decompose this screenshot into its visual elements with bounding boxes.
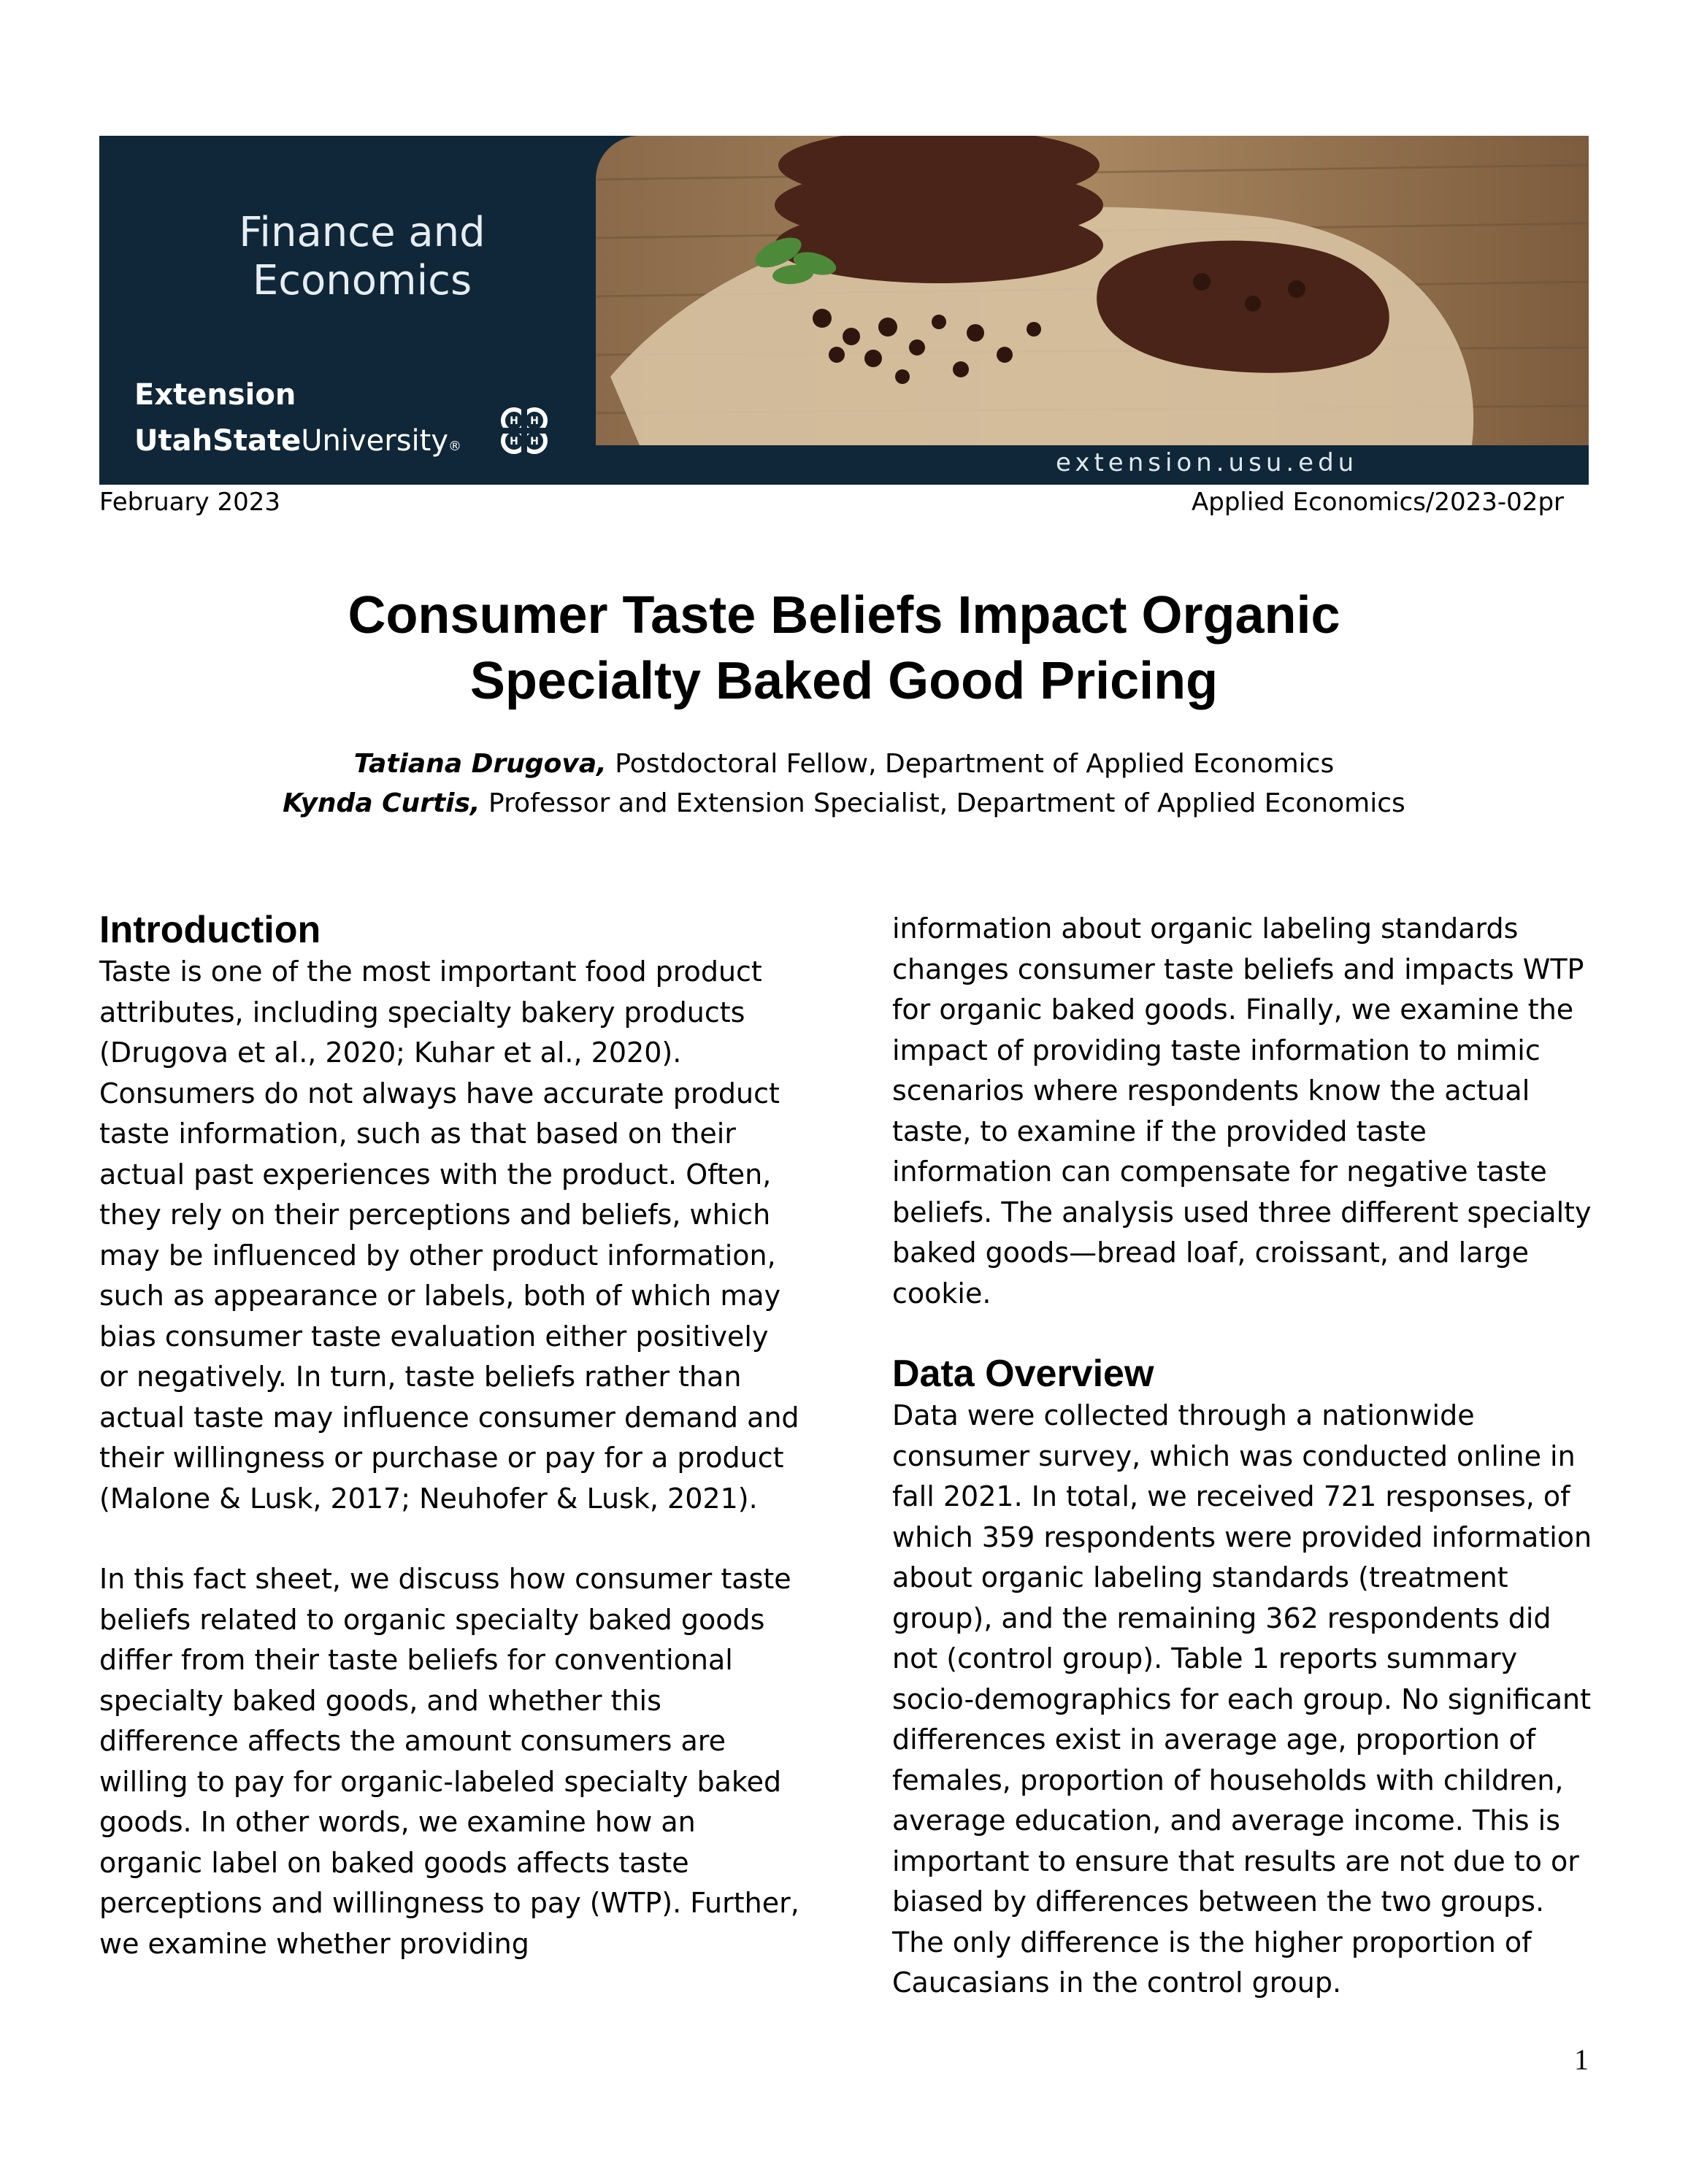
- continued-paragraph: information about organic labeling standards changes consumer taste beliefs and impacts WTP for organic baked goods. Finally, we examine the impact of providing taste information to mimic scenarios where respondents know the actual taste, to examine if the provided taste information can compensate for negative taste beliefs. The analysis used three different specialty baked goods—bread loaf, croissant, and large cookie.: [892, 912, 1592, 1310]
- author-line-2: [99, 788, 1589, 818]
- title-line-1: Consumer Taste Beliefs Impact Organic: [348, 586, 1340, 645]
- extension-url[interactable]: extension.usu.edu: [1056, 448, 1359, 477]
- banner-title-line-2: Economics: [252, 257, 472, 304]
- header-banner: [99, 136, 1589, 485]
- svg-text:H: H: [510, 415, 518, 427]
- svg-text:H: H: [530, 436, 539, 447]
- svg-text:H: H: [530, 415, 539, 427]
- four-h-clover-icon: [495, 401, 553, 460]
- extension-label: Extension: [134, 378, 296, 412]
- page-number: 1: [1574, 2043, 1589, 2076]
- banner-title-line-1: Finance and: [239, 209, 486, 256]
- cookie-photo: [596, 136, 1589, 445]
- usu-logo-mark: ®: [448, 439, 462, 454]
- author-role-2: Professor and Extension Specialist, Department of Applied Economics: [480, 788, 1405, 818]
- intro-paragraph-2: In this fact sheet, we discuss how consumer taste beliefs related to organic specialty baked goods differ from their taste beliefs for conventional specialty baked goods, and whether this difference affects the amount consumers are willing to pay for organic-labeled specialty baked goods. In other words, we examine how an organic label on baked goods affects taste perceptions and willingness to pay (WTP). Further, we examine whether providing: [99, 1563, 799, 1960]
- usu-logo-regular: University: [301, 424, 449, 458]
- author-name-1: Tatiana Drugova,: [353, 749, 607, 779]
- introduction-heading: Introduction: [99, 909, 321, 951]
- data-overview-paragraph: Data were collected through a nationwide consumer survey, which was conducted online in fall 2021. In total, we received 721 responses, of which 359 respondents were provided information about organic labeling standards (treatment group), and the remaining 362 respondents did not (control group). Table 1 reports summary socio-demographics for each group. No significant differences exist in average age, proportion of females, proportion of households with children, average education, and average income. This is important to ensure that results are not due to or biased by differences between the two groups. The only difference is the higher proportion of Caucasians in the control group.: [892, 1399, 1592, 1999]
- left-column: [99, 908, 800, 1964]
- url-strip: [596, 445, 1589, 485]
- document-title: [99, 582, 1589, 714]
- title-line-2: Specialty Baked Good Pricing: [469, 652, 1219, 710]
- usu-logo: [134, 424, 461, 458]
- banner-title: [209, 209, 515, 305]
- publication-date: February 2023: [99, 488, 280, 517]
- publication-series: Applied Economics/2023-02pr: [1192, 488, 1564, 517]
- right-column: [892, 909, 1593, 2004]
- usu-logo-bold: UtahState: [134, 424, 302, 458]
- author-line-1: [99, 749, 1589, 779]
- intro-paragraph-1: Taste is one of the most important food product attributes, including specialty bakery products (Drugova et al., 2020; Kuhar et al., 2020). Consumers do not always have accurate product taste information, such as that based on their actual past experiences with the product. Often, they rely on their perceptions and beliefs, which may be influenced by other product information, such as appearance or labels, both of which may bias consumer taste evaluation either positively or negatively. In turn, taste beliefs rather than actual taste may influence consumer demand and their willingness or purchase or pay for a product (Malone & Lusk, 2017; Neuhofer & Lusk, 2021).: [99, 956, 799, 1515]
- author-role-1: Postdoctoral Fellow, Department of Applied Economics: [606, 749, 1335, 779]
- data-overview-heading: Data Overview: [892, 1353, 1154, 1395]
- author-name-2: Kynda Curtis,: [283, 788, 480, 818]
- svg-text:H: H: [510, 436, 518, 447]
